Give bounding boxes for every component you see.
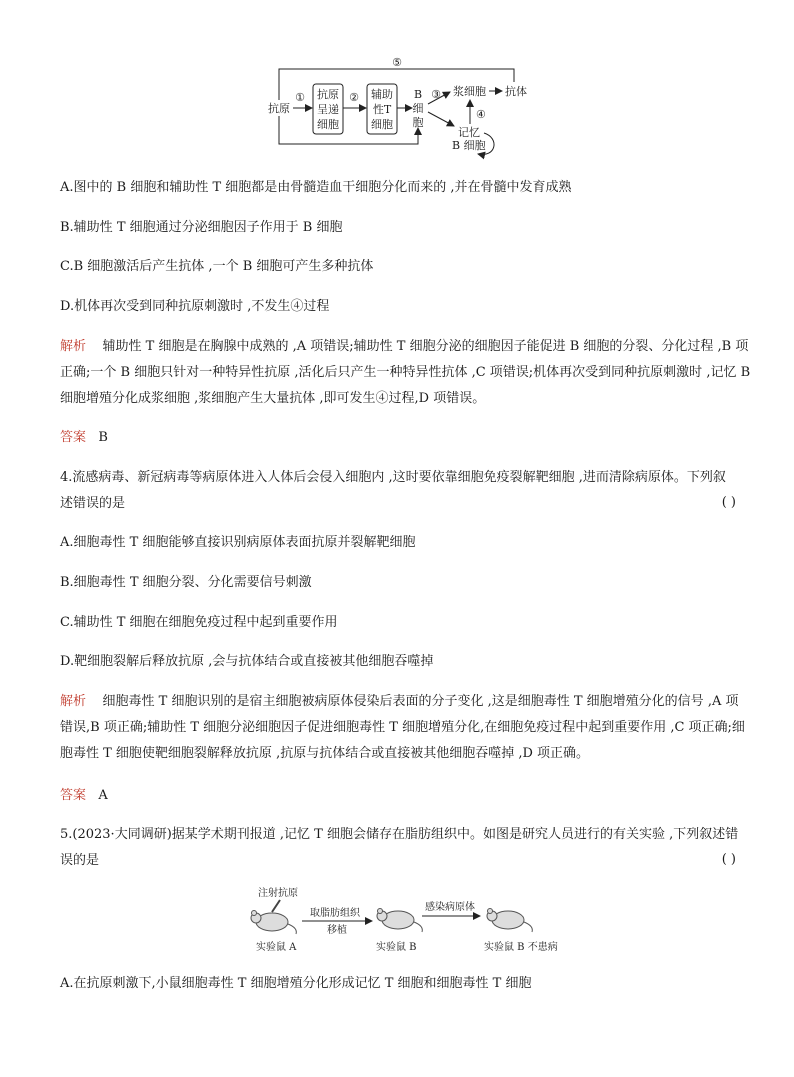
transplant-label: 移植 [327,925,347,936]
q3-analysis-label: 解析 [60,339,87,354]
q5-stem-line-1: 5.(2023·大同调研)据某学术期刊报道 ,记忆 T 细胞会储存在脂肪组织中。如图是研究人员进行的有关实验 ,下列叙述错 [60,827,739,842]
mouse-experiment-diagram [0,880,794,960]
q5-stem-line-2: 误的是 [60,853,100,868]
q4-analysis-line-1 [60,693,738,711]
b-cell-label-1: B [413,88,423,101]
syringe-icon [272,900,280,912]
memory-b-label-1: 记忆 [458,126,480,139]
inject-antigen-label: 注射抗原 [258,888,298,899]
circle-4-label: ④ [476,108,486,121]
q4-answer-label: 答案 [60,788,87,803]
q4-option-c: C.辅助性 T 细胞在细胞免疫过程中起到重要作用 [60,615,338,630]
q3-option-a: A.图中的 B 细胞和辅助性 T 细胞都是由骨髓造血干细胞分化而来的 ,并在骨髓中发育成熟 [60,180,572,195]
q4-analysis-label: 解析 [60,694,87,709]
q3-analysis-line-3: 细胞增殖分化成浆细胞 ,浆细胞产生大量抗体 ,即可发生④过程,D 项错误。 [60,391,486,406]
q4-option-a: A.细胞毒性 T 细胞能够直接识别病原体表面抗原并裂解靶细胞 [60,535,416,550]
q4-analysis-text-1: 细胞毒性 T 细胞识别的是宿主细胞被病原体侵染后表面的分子变化 ,这是细胞毒性 T 细胞增殖分化的信号 ,A 项 [102,694,739,709]
circle-5-label: ⑤ [392,56,402,69]
q4-option-d: D.靶细胞裂解后释放抗原 ,会与抗体结合或直接被其他细胞吞噬掉 [60,654,434,669]
mouse-b-result-label: 实验鼠 B 不患病 [484,942,558,953]
q4-stem-line-2: 述错误的是 [60,496,126,511]
antibody-label: 抗体 [505,85,527,98]
q4-stem-line-1: 4.流感病毒、新冠病毒等病原体进入人体后会侵入细胞内 ,这时要依靠细胞免疫裂解靶细胞 ,进而清除病原体。下列叙 [60,470,726,485]
plasma-cell-label: 浆细胞 [453,85,486,98]
mouse-a-icon [251,911,296,935]
q3-analysis-line-2: 正确;一个 B 细胞只针对一种特异性抗原 ,活化后只产生一种特异性抗体 ,C 项错误;机体再次受到同种抗原刺激时 ,记忆 B [60,365,751,380]
b-cell-label-3: 胞 [412,116,424,129]
circle-2-label: ② [349,91,359,104]
q5-answer-paren: ( ) [721,852,736,867]
q3-answer-value: B [98,430,108,445]
q3-answer [60,429,108,447]
apc-label-1: 抗原 [317,88,339,101]
take-fat-label: 取脂肪组织 [310,908,360,919]
mouse-b-label: 实验鼠 B [376,942,417,953]
q3-option-b: B.辅助性 T 细胞通过分泌细胞因子作用于 B 细胞 [60,220,343,235]
q4-answer-paren: ( ) [721,495,736,510]
q3-analysis-line-1 [60,338,748,356]
q3-option-d: D.机体再次受到同种抗原刺激时 ,不发生④过程 [60,299,330,314]
memory-b-label-2: B 细胞 [452,139,486,152]
apc-label-2: 呈递 [317,103,339,116]
arrow-to-memory [428,112,454,126]
apc-label-3: 细胞 [317,118,339,131]
b-cell-label-2: 细 [412,102,424,115]
mouse-b-result-icon [487,909,532,933]
q3-option-c: C.B 细胞激活后产生抗体 ,一个 B 细胞可产生多种抗体 [60,259,374,274]
mouse-a-label: 实验鼠 A [256,942,297,953]
q3-analysis-text-1: 辅助性 T 细胞是在胸腺中成熟的 ,A 项错误;辅助性 T 细胞分泌的细胞因子能促进 B 细胞的分裂、分化过程 ,B 项 [102,339,749,354]
q4-analysis-line-3: 胞毒性 T 细胞使靶细胞裂解释放抗原 ,抗原与抗体结合或直接被其他细胞吞噬掉 ,D 项正确。 [60,746,590,761]
q4-option-b: B.细胞毒性 T 细胞分裂、分化需要信号刺激 [60,575,312,590]
q5-option-a: A.在抗原刺激下,小鼠细胞毒性 T 细胞增殖分化形成记忆 T 细胞和细胞毒性 T 细胞 [60,976,532,991]
infect-label: 感染病原体 [425,902,475,913]
helper-label-3: 细胞 [371,118,393,131]
q4-answer [60,787,108,805]
circle-3-label: ③ [431,88,441,101]
q4-analysis-line-2: 错误,B 项正确;辅助性 T 细胞分泌细胞因子促进细胞毒性 T 细胞增殖分化,在细胞免疫过程中起到重要作用 ,C 项正确;细 [60,720,745,735]
circle-1-label: ① [295,91,305,104]
mouse-b-icon [377,909,422,933]
q3-answer-label: 答案 [60,430,87,445]
helper-label-1: 辅助 [371,88,393,101]
helper-label-2: 性T [372,103,392,116]
q4-answer-value: A [98,788,108,803]
antigen-label: 抗原 [268,102,290,115]
